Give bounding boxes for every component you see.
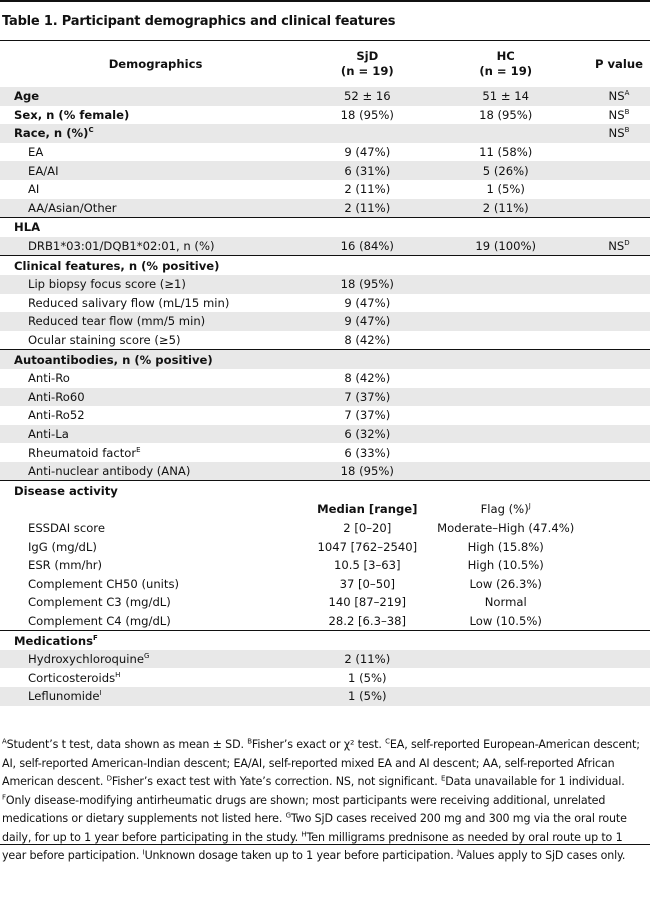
row-p-value — [588, 574, 650, 593]
bottom-rule — [0, 844, 650, 845]
table-row — [0, 574, 650, 593]
row-p-value — [588, 631, 650, 650]
row-sjd-value-text: 18 (95%) — [340, 464, 394, 479]
row-sjd-value — [311, 312, 423, 331]
row-sjd-value — [311, 124, 423, 143]
row-sjd-value — [311, 668, 423, 687]
row-p-value — [588, 593, 650, 612]
row-hc-value — [424, 124, 588, 143]
row-sjd-value — [311, 237, 423, 256]
row-sjd-value-text: 2 (11%) — [344, 200, 391, 215]
row-sjd-value — [311, 556, 423, 575]
row-sjd-value — [311, 519, 423, 538]
row-p-value — [588, 556, 650, 575]
row-sjd-value — [311, 199, 423, 218]
table-row — [0, 180, 650, 199]
row-label — [0, 519, 311, 538]
row-hc-value — [424, 519, 588, 538]
footnote-marker: F — [2, 792, 6, 801]
row-hc-value — [424, 481, 588, 500]
row-sjd-value-text: 1 (5%) — [348, 689, 387, 704]
row-p-value — [588, 481, 650, 500]
table-row — [0, 612, 650, 631]
row-sjd-value — [311, 612, 423, 631]
row-sjd-value — [311, 500, 423, 519]
row-p-value — [588, 294, 650, 313]
row-label-text: Anti-Ro — [28, 371, 70, 386]
table-row — [0, 481, 650, 500]
row-label — [0, 331, 311, 350]
footnote-text-b: Fisher’s exact or χ² test. — [251, 738, 382, 751]
row-hc-value-text: Normal — [484, 595, 527, 610]
row-sjd-value-text: 140 [87–219] — [328, 595, 407, 610]
row-hc-value — [424, 406, 588, 425]
row-label-text: Corticosteroids — [28, 670, 116, 685]
row-label — [0, 406, 311, 425]
row-sjd-value-text: 28.2 [6.3–38] — [328, 613, 407, 628]
table-row — [0, 106, 650, 125]
row-label-text: Anti-La — [28, 426, 69, 441]
row-sjd-value-text: 37 [0–50] — [339, 576, 395, 591]
row-sjd-value — [311, 687, 423, 706]
row-label-text: Reduced tear flow (mm/5 min) — [28, 314, 206, 329]
row-hc-value — [424, 369, 588, 388]
table-header-row — [0, 41, 650, 88]
row-label-text: IgG (mg/dL) — [28, 539, 97, 554]
row-sjd-value — [311, 443, 423, 462]
row-hc-value — [424, 180, 588, 199]
row-hc-value — [424, 143, 588, 162]
row-sjd-value — [311, 406, 423, 425]
row-label-footnote: C — [88, 126, 94, 135]
table-row — [0, 388, 650, 407]
row-sjd-value — [311, 425, 423, 444]
row-sjd-value — [311, 218, 423, 237]
row-hc-value — [424, 574, 588, 593]
row-sjd-value-text: 10.5 [3–63] — [334, 558, 401, 573]
row-p-value — [588, 124, 650, 143]
row-p-footnote: B — [624, 108, 630, 117]
row-label — [0, 687, 311, 706]
row-sjd-value — [311, 593, 423, 612]
row-label-text: Anti-Ro52 — [28, 408, 85, 423]
table-title: Table 1. Participant demographics and clinical features — [2, 14, 396, 29]
row-hc-value-text: 1 (5%) — [486, 182, 525, 197]
row-hc-value — [424, 687, 588, 706]
row-label-text: Clinical features, n (% positive) — [14, 258, 220, 273]
table-row — [0, 331, 650, 350]
row-label — [0, 312, 311, 331]
header-hc-name: HC — [496, 49, 515, 63]
table-row — [0, 556, 650, 575]
row-sjd-value-text: 2 (11%) — [344, 652, 391, 667]
table-row — [0, 593, 650, 612]
row-hc-value — [424, 443, 588, 462]
row-label-text: Rheumatoid factor — [28, 445, 137, 460]
table-row — [0, 443, 650, 462]
row-label — [0, 481, 311, 500]
row-hc-value — [424, 331, 588, 350]
row-hc-value — [424, 237, 588, 256]
row-hc-footnote: J — [528, 502, 531, 511]
footnote-text-d: Fisher’s exact test with Yate’s correction. NS, not significant. — [111, 775, 438, 788]
row-hc-value — [424, 87, 588, 106]
row-p-value — [588, 256, 650, 275]
row-p-value — [588, 687, 650, 706]
table-row — [0, 218, 650, 237]
demographics-table — [0, 40, 650, 706]
header-demographics: Demographics — [108, 56, 203, 71]
row-label — [0, 350, 311, 369]
header-hc-n: (n = 19) — [479, 64, 533, 78]
table-row — [0, 537, 650, 556]
row-label — [0, 106, 311, 125]
table-row — [0, 406, 650, 425]
row-label — [0, 631, 311, 650]
row-p-value — [588, 462, 650, 481]
footnote-marker: I — [142, 848, 145, 857]
row-label — [0, 650, 311, 669]
row-hc-value — [424, 537, 588, 556]
row-hc-value — [424, 312, 588, 331]
row-label-text: Medications — [14, 633, 94, 648]
row-hc-value — [424, 388, 588, 407]
row-p-value — [588, 106, 650, 125]
row-label-text: Sex, n (% female) — [14, 107, 130, 122]
row-sjd-value-text: 8 (42%) — [344, 371, 391, 386]
footnote-marker: H — [301, 829, 307, 838]
table-row — [0, 369, 650, 388]
row-hc-value — [424, 256, 588, 275]
row-sjd-value — [311, 143, 423, 162]
table-row — [0, 425, 650, 444]
row-label — [0, 87, 311, 106]
row-label — [0, 668, 311, 687]
row-label-text: Age — [14, 89, 40, 104]
row-label-text: HLA — [14, 220, 41, 235]
footnote-text-h: Ten milligrams prednisone as needed by oral route up to 1 year before participation. — [2, 830, 623, 862]
row-sjd-value — [311, 180, 423, 199]
row-sjd-value — [311, 350, 423, 369]
row-sjd-value-text: 1047 [762–2540] — [317, 539, 418, 554]
footnote-marker: J — [457, 848, 459, 857]
footnote-text-i: Unknown dosage taken up to 1 year before participation. — [144, 849, 454, 862]
row-label-text: Anti-Ro60 — [28, 389, 85, 404]
row-p-value — [588, 350, 650, 369]
row-hc-value — [424, 425, 588, 444]
row-label — [0, 237, 311, 256]
row-hc-value — [424, 556, 588, 575]
row-p-value-text: NS — [608, 107, 625, 122]
row-label — [0, 443, 311, 462]
row-hc-value-text: Flag (%) — [480, 502, 529, 517]
table-row — [0, 124, 650, 143]
row-sjd-value — [311, 161, 423, 180]
row-sjd-value — [311, 275, 423, 294]
row-p-value — [588, 406, 650, 425]
footnote-text-a: Student’s t test, data shown as mean ± SD. — [6, 738, 244, 751]
table-row — [0, 650, 650, 669]
table-row — [0, 631, 650, 650]
row-p-value-text: NS — [608, 126, 625, 141]
row-p-value — [588, 143, 650, 162]
row-hc-value-text: 2 (11%) — [482, 200, 529, 215]
header-sjd — [311, 41, 423, 88]
row-sjd-value-text: 52 ± 16 — [344, 89, 391, 104]
row-p-value-text: NS — [608, 89, 625, 104]
row-hc-value — [424, 650, 588, 669]
row-label — [0, 556, 311, 575]
row-label — [0, 143, 311, 162]
row-hc-value-text: Low (10.5%) — [469, 613, 542, 628]
row-label — [0, 462, 311, 481]
row-hc-value — [424, 218, 588, 237]
row-label-text: Complement CH50 (units) — [28, 576, 180, 591]
footnote-text-e: Data unavailable for 1 individual. — [445, 775, 625, 788]
footnote-text-f: Only disease-modifying antirheumatic drugs are shown; most participants were receiving additional, unrelated medications or dietary supplements not listed here. — [2, 793, 606, 825]
footnote-text-j: Values apply to SjD cases only. — [459, 849, 626, 862]
footnote-marker: B — [247, 737, 252, 746]
header-hc — [424, 41, 588, 88]
row-label — [0, 218, 311, 237]
footnotes — [2, 736, 648, 866]
row-sjd-value-text: 16 (84%) — [340, 239, 394, 254]
row-sjd-value — [311, 537, 423, 556]
table-row — [0, 462, 650, 481]
row-label-text: Complement C4 (mg/dL) — [28, 613, 171, 628]
row-hc-value-text: Moderate–High (47.4%) — [437, 520, 575, 535]
row-sjd-value — [311, 388, 423, 407]
header-sjd-name: SjD — [356, 49, 379, 63]
row-hc-value — [424, 350, 588, 369]
row-hc-value — [424, 199, 588, 218]
row-p-footnote: A — [624, 89, 630, 98]
table-row — [0, 275, 650, 294]
footnote-marker: E — [440, 774, 446, 783]
row-label-footnote: E — [136, 445, 141, 454]
row-label-text: Complement C3 (mg/dL) — [28, 595, 171, 610]
row-label-footnote: G — [143, 652, 150, 661]
row-p-value — [588, 537, 650, 556]
row-hc-value-text: 5 (26%) — [482, 163, 529, 178]
row-sjd-value-text: 7 (37%) — [344, 408, 391, 423]
row-sjd-value-text: 9 (47%) — [344, 295, 391, 310]
footnote-marker: C — [385, 737, 390, 746]
row-p-value — [588, 668, 650, 687]
row-hc-value — [424, 593, 588, 612]
row-sjd-value — [311, 574, 423, 593]
row-sjd-value-text: 9 (47%) — [344, 314, 391, 329]
footnote-marker: A — [2, 737, 7, 746]
row-label-footnote: I — [99, 689, 102, 698]
row-hc-value-text: High (10.5%) — [467, 558, 544, 573]
row-label-text: EA — [28, 145, 44, 160]
row-sjd-value — [311, 369, 423, 388]
header-p-value: P value — [594, 56, 643, 71]
row-label — [0, 593, 311, 612]
row-sjd-value-text: 9 (47%) — [344, 145, 391, 160]
row-label — [0, 180, 311, 199]
row-sjd-value-text: 6 (33%) — [344, 445, 391, 460]
row-hc-value-text: 18 (95%) — [479, 107, 533, 122]
row-p-value — [588, 650, 650, 669]
table-row — [0, 668, 650, 687]
table-row — [0, 350, 650, 369]
table-row — [0, 687, 650, 706]
row-p-value — [588, 275, 650, 294]
row-label — [0, 500, 311, 519]
row-label-text: ESSDAI score — [28, 520, 105, 535]
row-hc-value — [424, 161, 588, 180]
row-sjd-value — [311, 106, 423, 125]
row-label-text: AA/Asian/Other — [28, 200, 117, 215]
row-sjd-value-text: 2 [0–20] — [343, 520, 392, 535]
row-label-text: DRB1*03:01/DQB1*02:01, n (%) — [28, 239, 215, 254]
row-label — [0, 574, 311, 593]
row-sjd-value-text: 6 (31%) — [344, 163, 391, 178]
row-sjd-value — [311, 481, 423, 500]
table-row — [0, 237, 650, 256]
row-label — [0, 388, 311, 407]
row-p-value — [588, 369, 650, 388]
row-p-value — [588, 331, 650, 350]
row-sjd-value — [311, 631, 423, 650]
row-sjd-value — [311, 462, 423, 481]
row-label-footnote: F — [93, 633, 98, 642]
row-hc-value — [424, 275, 588, 294]
table-row — [0, 294, 650, 313]
row-label — [0, 425, 311, 444]
row-p-value — [588, 180, 650, 199]
row-p-value — [588, 425, 650, 444]
row-hc-value-text: 51 ± 14 — [482, 89, 529, 104]
row-label-text: Autoantibodies, n (% positive) — [14, 352, 213, 367]
row-p-value — [588, 612, 650, 631]
row-hc-value-text: Low (26.3%) — [469, 576, 542, 591]
row-label-text: Race, n (%) — [14, 126, 89, 141]
row-hc-value-text: 11 (58%) — [479, 145, 533, 160]
footnote-marker: G — [285, 811, 291, 820]
row-label-text: AI — [28, 182, 40, 197]
row-hc-value — [424, 294, 588, 313]
row-hc-value — [424, 612, 588, 631]
row-sjd-value-text: 8 (42%) — [344, 333, 391, 348]
row-p-value — [588, 87, 650, 106]
row-sjd-value-text: 6 (32%) — [344, 426, 391, 441]
row-label-text: Hydroxychloroquine — [28, 652, 144, 667]
footnote-text-c: EA, self-reported European-American descent; AI, self-reported American-Indian descent; EA/AI, self-reported mixed EA and AI descent; AA, self-reported African American descent. — [2, 738, 640, 788]
table-row — [0, 256, 650, 275]
row-label-text: Leflunomide — [28, 689, 100, 704]
table-row — [0, 312, 650, 331]
row-label — [0, 161, 311, 180]
row-sjd-value-text: 18 (95%) — [340, 277, 394, 292]
table-row — [0, 143, 650, 162]
row-sjd-value — [311, 256, 423, 275]
row-label-text: Reduced salivary flow (mL/15 min) — [28, 295, 230, 310]
table-row — [0, 500, 650, 519]
row-p-value — [588, 218, 650, 237]
row-label — [0, 199, 311, 218]
row-p-value — [588, 237, 650, 256]
row-sjd-value-text: 18 (95%) — [340, 107, 394, 122]
row-label-text: EA/AI — [28, 163, 59, 178]
row-hc-value-text: 19 (100%) — [475, 239, 537, 254]
row-sjd-value-text: Median [range] — [317, 502, 418, 517]
row-p-value — [588, 519, 650, 538]
row-sjd-value — [311, 650, 423, 669]
row-p-value — [588, 161, 650, 180]
row-hc-value-text: High (15.8%) — [467, 539, 544, 554]
row-sjd-value — [311, 87, 423, 106]
row-p-value — [588, 500, 650, 519]
row-hc-value — [424, 668, 588, 687]
row-sjd-value — [311, 331, 423, 350]
row-sjd-value-text: 7 (37%) — [344, 389, 391, 404]
row-hc-value — [424, 462, 588, 481]
table-row — [0, 161, 650, 180]
row-label-text: Ocular staining score (≥5) — [28, 333, 181, 348]
row-label — [0, 294, 311, 313]
row-label-text: Disease activity — [14, 483, 118, 498]
row-label-footnote: H — [115, 670, 121, 679]
row-label — [0, 124, 311, 143]
footnote-text-g: Two SjD cases received 200 mg and 300 mg via the oral route daily, for up to 1 year before participating in the study. — [2, 812, 627, 844]
table-row — [0, 199, 650, 218]
row-hc-value — [424, 500, 588, 519]
row-label-text: ESR (mm/hr) — [28, 558, 103, 573]
table-row — [0, 87, 650, 106]
row-p-value — [588, 312, 650, 331]
row-sjd-value — [311, 294, 423, 313]
top-rule — [0, 0, 650, 2]
row-sjd-value-text: 2 (11%) — [344, 182, 391, 197]
row-p-value — [588, 443, 650, 462]
row-label — [0, 275, 311, 294]
row-label — [0, 256, 311, 275]
row-label-text: Lip biopsy focus score (≥1) — [28, 277, 186, 292]
row-label — [0, 537, 311, 556]
row-hc-value — [424, 631, 588, 650]
row-p-value — [588, 199, 650, 218]
row-sjd-value-text: 1 (5%) — [348, 670, 387, 685]
row-label — [0, 369, 311, 388]
row-p-value-text: NS — [608, 239, 625, 254]
row-hc-value — [424, 106, 588, 125]
footnote-marker: D — [106, 774, 112, 783]
row-p-value — [588, 388, 650, 407]
row-label — [0, 612, 311, 631]
row-label-text: Anti-nuclear antibody (ANA) — [28, 464, 191, 479]
row-p-footnote: D — [624, 239, 630, 248]
header-sjd-n: (n = 19) — [340, 64, 394, 78]
row-p-footnote: B — [624, 126, 630, 135]
table-row — [0, 519, 650, 538]
